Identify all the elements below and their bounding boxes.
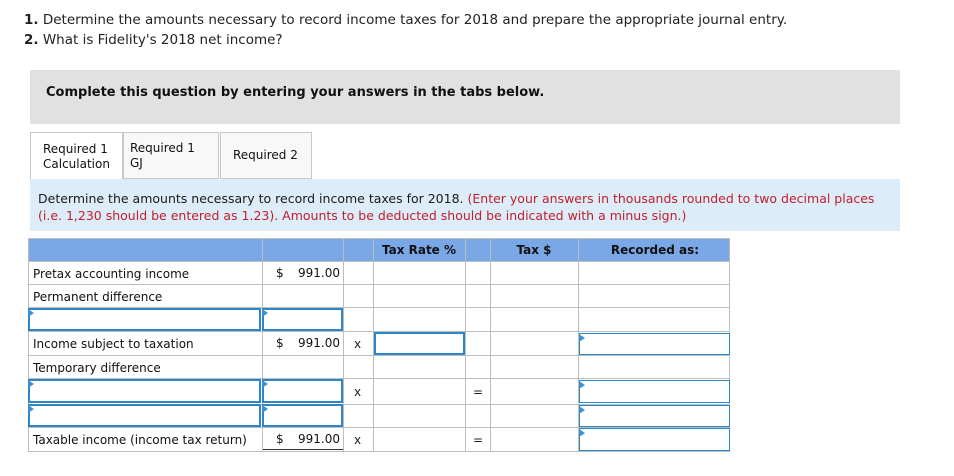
input-marker-icon (262, 405, 268, 413)
input-marker-icon (28, 380, 34, 388)
recorded-as-input-4[interactable] (579, 428, 730, 451)
double-underline (263, 449, 343, 450)
temporary-amount-input-1[interactable] (262, 379, 343, 403)
input-marker-icon (579, 334, 585, 342)
table-border-top (28, 238, 730, 239)
tab-required-1-gj-label: Required 1 GJ (130, 140, 195, 170)
tab-required-1-line2: Calculation (43, 156, 110, 171)
temporary-amount-input-2[interactable] (262, 404, 343, 427)
input-marker-icon (262, 380, 268, 388)
income-subject-amount: 991.00 (298, 336, 340, 350)
temporary-label-input-2[interactable] (28, 404, 261, 427)
equals-sign: = (473, 433, 484, 447)
input-marker-icon (28, 405, 34, 413)
prompt-panel (30, 179, 900, 231)
tab-required-2-label: Required 2 (233, 148, 298, 162)
multiply-sign: x (354, 433, 362, 447)
pretax-amount: 991.00 (298, 266, 340, 280)
currency-symbol: $ (276, 432, 284, 446)
input-marker-icon (579, 381, 585, 389)
row-divider (28, 261, 730, 262)
input-marker-icon (28, 309, 34, 317)
permanent-label-input[interactable] (28, 308, 261, 331)
instruction-banner (30, 70, 900, 124)
row-label-temporary: Temporary difference (33, 361, 161, 375)
question-2-text: What is Fidelity's 2018 net income? (42, 32, 283, 48)
row-label-pretax: Pretax accounting income (33, 267, 190, 281)
col-divider (465, 238, 466, 452)
header-tax: Tax $ (516, 243, 552, 257)
tab-required-1-gj[interactable] (123, 132, 219, 179)
tab-required-2[interactable] (220, 132, 312, 179)
recorded-as-input-1[interactable] (579, 333, 730, 355)
row-label-permanent: Permanent difference (33, 290, 163, 304)
recorded-as-input-3[interactable] (579, 405, 730, 427)
question-1-text: Determine the amounts necessary to record income taxes for 2018 and prepare the appropriate journal entry. (42, 12, 788, 28)
tab-required-1-calculation[interactable] (30, 132, 123, 180)
tab-required-1-line1: Required 1 (43, 141, 108, 156)
row-divider (28, 355, 730, 356)
instruction-text: Complete this question by entering your answers in the tabs below. (46, 85, 545, 100)
prompt-main: Determine the amounts necessary to record income taxes for 2018. (38, 191, 464, 206)
question-1 (24, 12, 787, 28)
header-recorded-as: Recorded as: (610, 243, 700, 257)
input-marker-icon (579, 406, 585, 414)
permanent-amount-input[interactable] (262, 308, 343, 331)
input-marker-icon (579, 429, 585, 437)
col-divider (490, 238, 491, 452)
row-divider (28, 284, 730, 285)
row-label-taxable: Taxable income (income tax return) (33, 433, 247, 447)
table-border-bottom (28, 451, 730, 452)
equals-sign: = (473, 385, 484, 399)
recorded-as-input-2[interactable] (579, 380, 730, 403)
currency-symbol: $ (276, 336, 284, 350)
row-label-income-subject: Income subject to taxation (33, 337, 194, 351)
question-2 (24, 32, 283, 48)
taxable-amount: 991.00 (298, 432, 340, 446)
tax-rate-input[interactable] (374, 332, 465, 355)
currency-symbol: $ (276, 266, 284, 280)
header-tax-rate: Tax Rate % (381, 243, 457, 257)
question-1-number: 1. (24, 12, 39, 28)
col-divider (343, 238, 344, 452)
multiply-sign: x (354, 337, 362, 351)
input-marker-icon (262, 309, 268, 317)
question-2-number: 2. (24, 32, 39, 48)
prompt-note: (Enter your answers in thousands rounded to two decimal places (i.e. 1,230 should be entered as 1.23). Amounts to be deducted should be indicated with a minus sign.) (38, 191, 875, 223)
prompt-text (38, 190, 888, 224)
multiply-sign: x (354, 385, 362, 399)
temporary-label-input-1[interactable] (28, 379, 261, 403)
